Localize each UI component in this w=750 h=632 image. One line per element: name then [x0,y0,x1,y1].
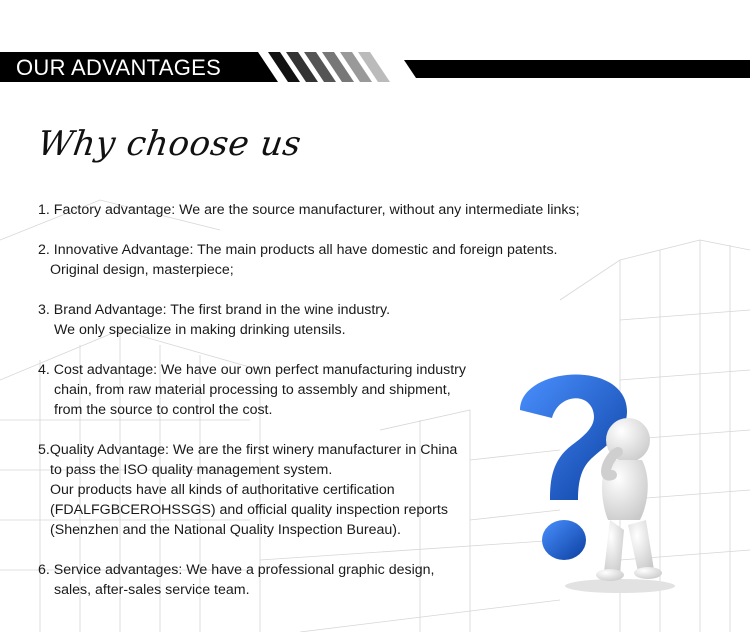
item-line: chain, from raw material processing to assembly and shipment, [54,382,451,398]
list-item [38,240,558,280]
thinking-person-question-mark-icon [500,360,680,600]
item-line: 3. Brand Advantage: The first brand in the wine industry. [38,302,391,318]
item-line: 2. Innovative Advantage: The main products all have domestic and foreign patents. [38,242,558,258]
item-line: Original design, masterpiece; [50,262,234,278]
item-line: (FDALFGBCEROHSSGS) and official quality inspection reports [50,502,448,518]
item-line: to pass the ISO quality management system. [50,462,333,478]
item-line: 1. Factory advantage: We are the source manufacturer, without any intermediate links; [38,202,580,218]
item-line: 5.Quality Advantage: We are the first winery manufacturer in China [38,442,458,458]
section-title: OUR ADVANTAGES [16,55,222,80]
item-line: 4. Cost advantage: We have our own perfect manufacturing industry [38,362,466,378]
list-item [38,200,580,220]
item-line: from the source to control the cost. [54,402,273,418]
item-line: Our products have all kinds of authoritative certification [50,482,395,498]
list-item [38,360,466,420]
why-choose-us-heading: Why choose us [35,124,304,164]
item-line: We only specialize in making drinking utensils. [54,322,346,338]
list-item [38,300,390,340]
item-line: (Shenzhen and the National Quality Inspection Bureau). [50,522,401,538]
item-line: sales, after-sales service team. [54,582,250,598]
item-line: 6. Service advantages: We have a professional graphic design, [38,562,435,578]
list-item [38,560,434,600]
list-item [38,440,457,540]
